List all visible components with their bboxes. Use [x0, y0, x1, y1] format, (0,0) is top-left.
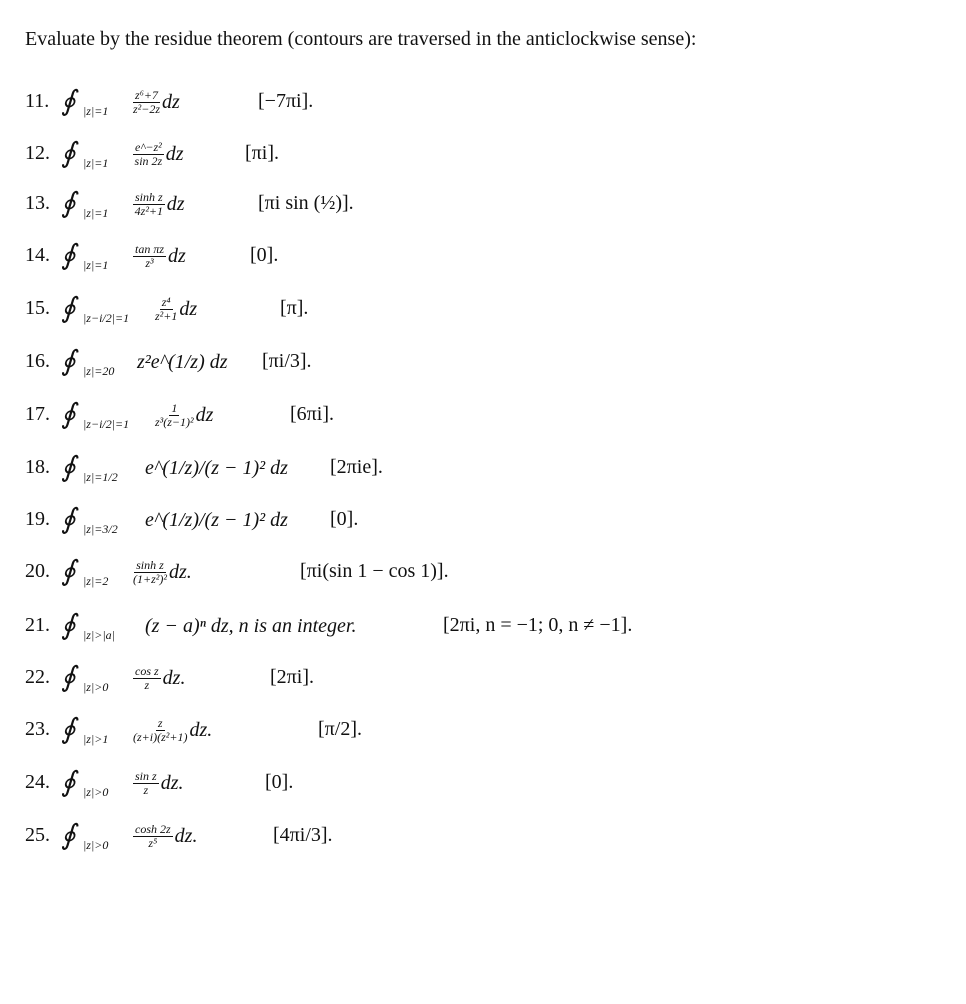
contour-integral-sign: ∮ — [61, 399, 76, 430]
integrand-fraction — [133, 823, 173, 850]
differential: dz. — [189, 718, 213, 741]
integrand-fraction — [133, 141, 164, 168]
integrand — [145, 502, 288, 538]
integrand-expression: e^(1/z)/(z − 1)² dz — [145, 456, 288, 479]
differential: dz. — [160, 771, 184, 794]
answer: [0]. — [330, 508, 359, 530]
contour-integral-sign: ∮ — [61, 346, 76, 377]
numerator: 1 — [171, 400, 178, 415]
exercise-number: 11. — [25, 90, 50, 112]
integrand — [133, 660, 185, 696]
differential: dz. — [174, 824, 198, 847]
integrand — [133, 238, 186, 274]
integrand — [133, 712, 212, 748]
numerator: sinh z — [136, 557, 164, 572]
exercise-number: 24. — [25, 771, 50, 793]
contour-integral-sign: ∮ — [61, 452, 76, 483]
answer: [πi]. — [245, 142, 279, 164]
answer: [πi sin (½)]. — [258, 192, 354, 214]
integrand — [133, 765, 183, 801]
exercise-number: 13. — [25, 192, 50, 214]
contour-label: |z−i/2|=1 — [83, 311, 130, 325]
contour-label: |z|=2 — [83, 574, 109, 588]
answer: [2πi]. — [270, 666, 314, 688]
contour-integral-sign: ∮ — [61, 610, 76, 641]
integrand — [145, 608, 356, 644]
exercise-number: 16. — [25, 350, 50, 372]
integrand — [145, 450, 288, 486]
contour-integral-sign: ∮ — [61, 767, 76, 798]
answer: [πi/3]. — [262, 350, 312, 372]
integrand-fraction — [133, 717, 187, 744]
contour-label: |z|=1/2 — [83, 470, 118, 484]
integrand-expression: z²e^(1/z) dz — [137, 350, 228, 373]
numerator: z — [157, 715, 163, 730]
numerator: cosh 2z — [135, 821, 171, 836]
contour-integral-sign: ∮ — [61, 556, 76, 587]
contour-label: |z|=1 — [83, 156, 109, 170]
answer: [6πi]. — [290, 403, 334, 425]
contour-integral-sign: ∮ — [61, 504, 76, 535]
exercise-number: 25. — [25, 824, 50, 846]
numerator: sinh z — [135, 189, 163, 204]
numerator: cos z — [135, 663, 159, 678]
exercise-number: 21. — [25, 614, 50, 636]
integrand-fraction — [133, 89, 160, 116]
contour-integral-sign: ∮ — [61, 86, 76, 117]
contour-integral-sign: ∮ — [61, 714, 76, 745]
denominator: z²−2z — [133, 101, 161, 116]
integrand — [155, 291, 197, 327]
contour-label: |z|>0 — [83, 785, 109, 799]
differential: dz — [168, 244, 186, 267]
denominator: z³ — [145, 255, 154, 270]
exercise-number: 19. — [25, 508, 50, 530]
exercise-number: 22. — [25, 666, 50, 688]
contour-label: |z|>|a| — [83, 628, 115, 642]
contour-label: |z|=20 — [83, 364, 115, 378]
contour-label: |z|>0 — [83, 838, 109, 852]
denominator: (z+i)(z²+1) — [133, 729, 188, 744]
differential: dz — [165, 142, 184, 165]
numerator: z⁴ — [161, 294, 171, 309]
integrand-fraction — [133, 770, 159, 797]
contour-integral-sign: ∮ — [61, 240, 76, 271]
integrand — [137, 344, 228, 380]
contour-integral-sign: ∮ — [61, 820, 76, 851]
contour-integral-sign: ∮ — [61, 188, 76, 219]
integrand-fraction — [133, 191, 165, 218]
integrand-fraction — [155, 296, 177, 323]
denominator: sin 2z — [134, 153, 163, 168]
answer: [π]. — [280, 297, 309, 319]
exercise-number: 17. — [25, 403, 50, 425]
integrand — [133, 554, 192, 590]
contour-label: |z|=3/2 — [83, 522, 118, 536]
contour-integral-sign: ∮ — [61, 662, 76, 693]
contour-label: |z|>0 — [83, 680, 109, 694]
answer: [−7πi]. — [258, 90, 314, 112]
contour-label: |z−i/2|=1 — [83, 417, 130, 431]
integrand-fraction — [155, 402, 194, 429]
differential: dz. — [162, 666, 186, 689]
instructions-heading: Evaluate by the residue theorem (contours are traversed in the anticlockwise sense): — [25, 28, 697, 50]
numerator: z⁶+7 — [135, 87, 158, 102]
denominator: z — [143, 782, 149, 797]
numerator: tan πz — [135, 241, 165, 256]
exercise-number: 12. — [25, 142, 50, 164]
denominator: z²+1 — [155, 308, 178, 323]
integrand — [133, 84, 180, 120]
numerator: sin z — [135, 768, 157, 783]
denominator: z⁵ — [148, 835, 158, 850]
contour-label: |z|=1 — [83, 104, 109, 118]
denominator: 4z²+1 — [134, 203, 164, 218]
integrand — [133, 186, 184, 222]
differential: dz — [195, 403, 214, 426]
contour-label: |z|=1 — [83, 206, 109, 220]
integrand-expression: e^(1/z)/(z − 1)² dz — [145, 508, 288, 531]
denominator: z³(z−1)² — [155, 414, 194, 429]
answer: [2πi, n = −1; 0, n ≠ −1]. — [443, 614, 633, 636]
exercise-number: 20. — [25, 560, 50, 582]
answer: [π/2]. — [318, 718, 362, 740]
exercise-number: 14. — [25, 244, 50, 266]
integrand — [133, 818, 197, 854]
numerator: e^−z² — [135, 139, 162, 154]
contour-label: |z|>1 — [83, 732, 109, 746]
answer: [0]. — [250, 244, 279, 266]
denominator: (1+z²)² — [133, 571, 167, 586]
differential: dz — [162, 90, 180, 113]
denominator: z — [144, 677, 150, 692]
exercise-number: 15. — [25, 297, 50, 319]
contour-integral-sign: ∮ — [61, 138, 76, 169]
differential: dz. — [168, 560, 192, 583]
answer: [πi(sin 1 − cos 1)]. — [300, 560, 449, 582]
exercise-number: 18. — [25, 456, 50, 478]
contour-label: |z|=1 — [83, 258, 109, 272]
integrand-fraction — [133, 559, 167, 586]
integrand — [133, 136, 184, 172]
exercise-number: 23. — [25, 718, 50, 740]
answer: [4πi/3]. — [273, 824, 333, 846]
differential: dz — [166, 192, 185, 215]
answer: [0]. — [265, 771, 294, 793]
integrand-expression: (z − a)ⁿ dz, n is an integer. — [145, 614, 357, 637]
differential: dz — [179, 297, 198, 320]
integrand — [155, 397, 213, 433]
integrand-fraction — [133, 665, 161, 692]
integrand-fraction — [133, 243, 166, 270]
answer: [2πie]. — [330, 456, 383, 478]
contour-integral-sign: ∮ — [61, 293, 76, 324]
